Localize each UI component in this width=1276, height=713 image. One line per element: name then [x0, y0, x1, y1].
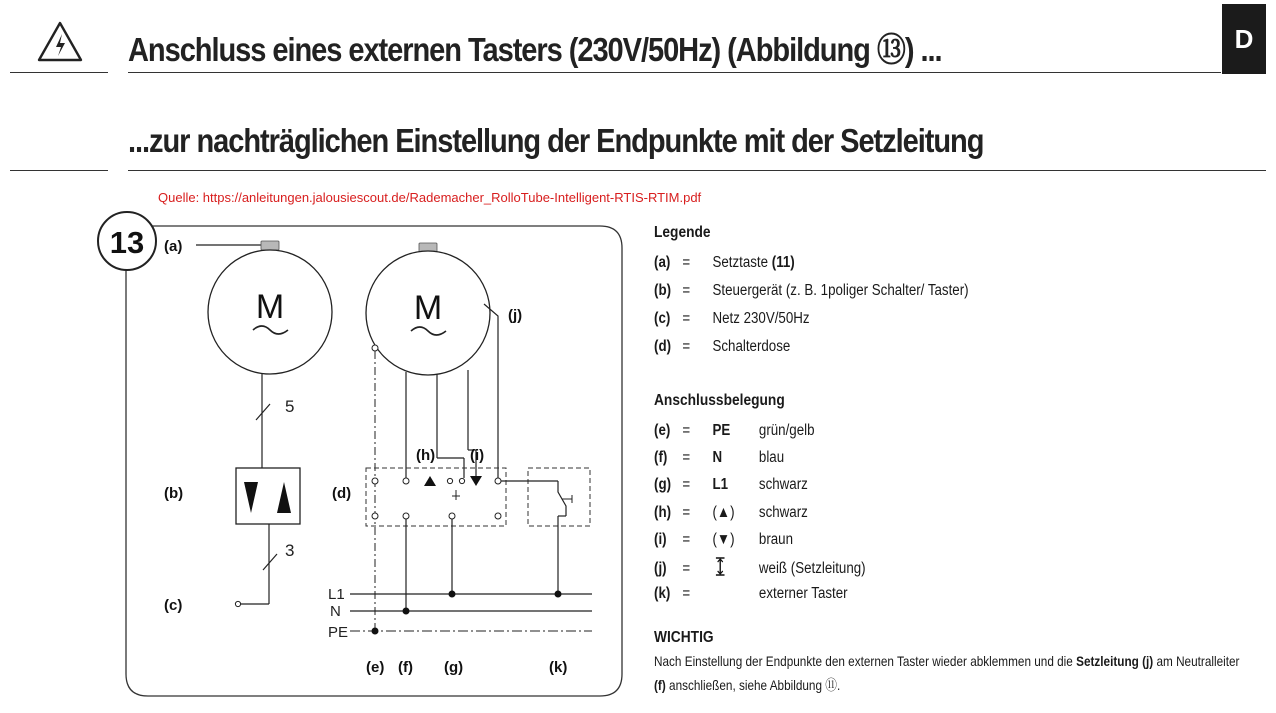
motor-1-symbol: M — [255, 288, 285, 326]
motor-2-symbol: M — [413, 289, 443, 327]
label-a: (a) — [164, 238, 183, 255]
label-g: (g) — [444, 659, 464, 676]
page-subtitle: ...zur nachträglichen Einstellung der Endpunkte mit der Setzleitung — [128, 122, 984, 159]
legend-row-d: (d) = Schalterdose — [654, 338, 791, 355]
important-title: WICHTIG — [654, 629, 714, 646]
language-badge: D — [1222, 4, 1266, 74]
assignment-row-k: (k) = externer Taster — [654, 585, 848, 602]
important-line-2: (f) anschließen, siehe Abbildung ⑪. — [654, 677, 841, 693]
label-d: (d) — [332, 485, 352, 502]
subheader-rule-main — [128, 170, 1266, 171]
assignment-row-i: (i) = (▼) braun — [654, 531, 794, 548]
figure-number: 13 — [109, 225, 145, 260]
assignment-row-g: (g) = L1 schwarz — [654, 476, 808, 493]
legend-title: Legende — [654, 224, 711, 241]
label-f: (f) — [398, 659, 413, 676]
label-j: (j) — [508, 307, 523, 324]
header-rule-main — [128, 72, 1221, 73]
subheader-rule-left — [10, 170, 108, 171]
legend-row-c: (c) = Netz 230V/50Hz — [654, 310, 810, 327]
legend-row-b: (b) = Steuergerät (z. B. 1poliger Schalter/ Taster) — [654, 282, 969, 299]
high-voltage-warning-icon — [36, 20, 84, 64]
label-c: (c) — [164, 597, 183, 614]
label-h: (h) — [416, 447, 436, 464]
assignment-row-j: (j) = weiß (Setzleitung) — [654, 560, 667, 578]
label-k: (k) — [549, 659, 568, 676]
label-b: (b) — [164, 485, 184, 502]
warning-icon-box — [36, 20, 84, 64]
rail-label-l1: L1 — [328, 586, 345, 603]
label-i: (i) — [470, 447, 485, 464]
rail-label-n: N — [330, 603, 341, 620]
important-line-1: Nach Einstellung der Endpunkte den externen Taster wieder abklemmen und die Setzleitung (j) am Neutralleiter — [654, 653, 1240, 669]
label-e: (e) — [366, 659, 385, 676]
assignment-row-e: (e) = PE grün/gelb — [654, 422, 815, 439]
rail-label-pe: PE — [328, 624, 349, 641]
wiring-diagram — [90, 208, 630, 704]
legend-row-a: (a) = Setztaste (11) — [654, 254, 795, 271]
wire-count-3: 3 — [285, 541, 295, 560]
page-title: Anschluss eines externen Tasters (230V/50Hz) (Abbildung ⑬) ... — [128, 31, 942, 68]
switch-box-d — [366, 468, 506, 526]
external-button-k — [528, 468, 590, 526]
assignment-title: Anschlussbelegung — [654, 392, 785, 409]
set-line-icon — [714, 556, 726, 578]
assignment-row-f: (f) = N blau — [654, 449, 785, 466]
control-unit-b — [236, 468, 300, 524]
header-rule-left — [10, 72, 108, 73]
set-button-a — [261, 241, 279, 250]
wire-count-5: 5 — [285, 397, 295, 416]
assignment-row-h: (h) = (▲) schwarz — [654, 504, 808, 521]
source-note: Quelle: https://anleitungen.jalousiescout.de/Rademacher_RolloTube-Intelligent-RTIS-RTIM.pdf — [158, 190, 702, 205]
